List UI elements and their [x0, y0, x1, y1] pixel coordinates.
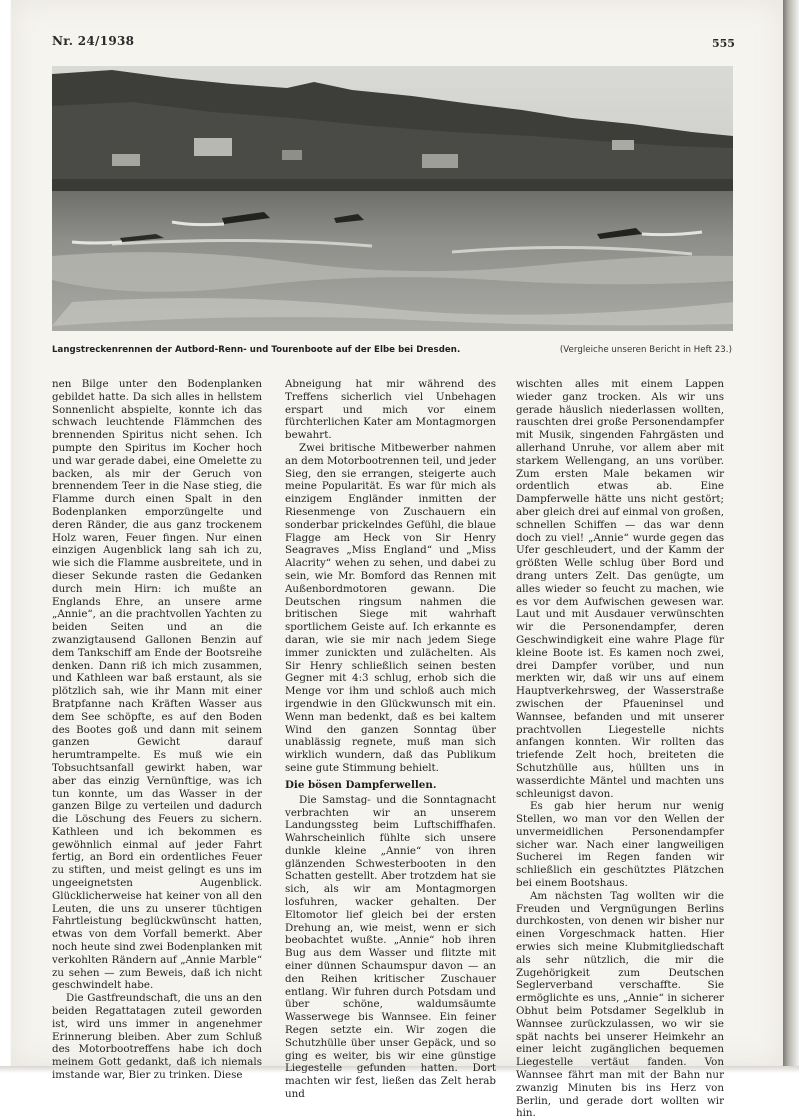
caption-text: Langstreckenrennen der Autbord-Renn- und Tourenboote auf der Elbe bei Dresden. — [52, 345, 461, 355]
paragraph: Die Gastfreundschaft, die uns an den beiden Regattatagen zuteil geworden ist, wird uns immer in angenehmer Erinnerung bleiben. Aber zum Schluß des Motorbootreffens habe ich doch meinem Gott gedankt, daß ich niemals imstande war, Bier zu trinken. Diese — [52, 992, 262, 1082]
page-number: 555 — [712, 37, 735, 50]
text-column-1 — [52, 378, 262, 1082]
text-column-3 — [516, 378, 724, 1120]
paragraph: Am nächsten Tag wollten wir die Freuden und Vergnügungen Berlins durchkosten, von denen wir bisher nur einen Vorgeschmack hatten. Hier erwies sich meine Klubmitgliedschaft als sehr nützlich, die mir die Zugehörigkeit zum Deutschen Seglerverband verschaffte. Sie ermöglichte es uns, „Annie“ in sicherer Obhut beim Potsdamer Segelklub in Wannsee zurückzulassen, wo wir sie spät nachts bei unserer Heimkehr an einer leicht zugänglichen bequemen Liegestelle vertäut fanden. Von Wannsee fährt man mit der Bahn nur zwanzig Minuten bis ins Herz von Berlin, und gerade dort wollten wir hin. — [516, 889, 724, 1120]
paragraph: Die Samstag- und die Sonntagnacht verbrachten wir an unserem Landungssteg beim Luftschiffhafen. Wahrscheinlich fühlte sich unsere dunkle kleine „Annie“ von ihren glänzenden Schwesterbooten in den Schatten gestellt. Aber trotzdem hat sie sich, als wir am Montagmorgen losfuhren, wacker gehalten. Der Eltomotor lief gleich bei der ersten Drehung an, wie meist, wenn er sich beobachtet wußte. „Annie“ hob ihren Bug aus dem Wasser und flitzte mit einer dünnen Schaumspur davon — an den Reihen kritischer Zuschauer entlang. Wir fuhren durch Potsdam und über schöne, waldumsäumte Wasserwege bis Wannsee. Ein feiner Regen setzte ein. Wir zogen die Schutzhülle über unser Gepäck, und so ging es weiter, bis wir eine günstige Liegestelle gefunden hatten. Dort machten wir fest, ließen das Zelt herab und — [285, 793, 496, 1101]
photo-caption — [52, 345, 736, 355]
caption-reference: (Vergleiche unseren Bericht in Heft 23.) — [559, 345, 732, 355]
page-binding-edge — [783, 0, 799, 1073]
paragraph: Abneigung hat mir während des Treffens sicherlich viel Unbehagen erspart und mich vor einem fürchterlichen Kater am Montagmorgen bewahrt. — [285, 378, 496, 442]
issue-number: Nr. 24/1938 — [52, 34, 135, 48]
section-heading: Die bösen Dampferwellen. — [285, 778, 437, 791]
paragraph: wischten alles mit einem Lappen wieder ganz trocken. Als wir uns gerade häuslich niederlassen wollten, rauschten drei große Personendampfer mit Musik, singenden Fahrgästen und allerhand Unruhe, vor allem aber mit starkem Wellengang, an uns vorüber. Zum ersten Male bekamen wir ordentlich etwas ab. Eine Dampferwelle hätte uns nicht gestört; aber gleich drei auf einmal von großen, schnellen Schiffen — das war denn doch zu viel! „Annie“ wurde gegen das Ufer geschleudert, und der Kamm der größten Welle schlug über Bord und drang unters Zelt. Das genügte, um alles wieder so feucht zu machen, wie es vor dem Aufwischen gewesen war. Laut und mit Ausdauer verwünschten wir die Personendampfer, deren Geschwindigkeit eine wahre Plage für kleine Boote ist. Es kamen noch zwei, drei Dampfer vorüber, und nun merkten wir, daß wir uns auf einem Hauptverkehrsweg, der Wasserstraße zwischen der Pfaueninsel und Wannsee, befanden und mit unserer prachtvollen Liegestelle nichts anfangen konnten. Wir rollten das triefende Zelt hoch, breiteten die Schutzhülle aus, hüllten uns in wasserdichte Mäntel und machten uns schleunigst davon. — [516, 378, 724, 800]
photo-image — [52, 66, 733, 331]
paragraph: Es gab hier herum nur wenig Stellen, wo man vor den Wellen der unvermeidlichen Personendampfer sicher war. Nach einer langweiligen Sucherei im Regen fanden wir schließlich ein geschütztes Plätzchen bei einem Bootshaus. — [516, 800, 724, 890]
photo-illustration — [52, 66, 733, 331]
paragraph: nen Bilge unter den Bodenplanken gebildet hatte. Da sich alles in hellstem Sonnenlicht abspielte, konnte ich das schwach leuchtende Flämmchen des brennenden Spiritus nicht sehen. Ich pumpte den Spiritus im Kocher hoch und war gerade dabei, eine Omelette zu backen, als mir der Geruch von brennendem Teer in die Nase stieg, die Flamme durch einen Spalt in den Bodenplanken emporzüngelte und deren Ränder, die aus ganz trockenem Holz waren, Feuer fingen. Nur einen einzigen Augenblick lang sah ich zu, wie sich die Flamme ausbreitete, und in dieser Sekunde rasten die Gedanken durch mein Hirn: ich mußte an Englands Ehre, an unsere arme „Annie“, an die prachtvollen Yachten zu beiden Seiten und an die zwanzigtausend Gallonen Benzin auf dem Tankschiff am Ende der Bootsreihe denken. Dann riß ich mich zusammen, und Kathleen war baß erstaunt, als sie plötzlich sah, wie ihr Mann mit einer Bratpfanne nach Kräften Wasser aus dem See schöpfte, es auf den Boden des Bootes goß und dann mit seinem ganzen Gewicht darauf herumtrampelte. Es muß wie ein Tobsuchtsanfall gewirkt haben, war aber das einzig Vernünftige, was ich tun konnte, um das Wasser in der ganzen Bilge zu verteilen und dadurch die Löschung des Feuers zu sichern. Kathleen und ich bekommen es gewöhnlich einmal auf jeder Fahrt fertig, an Bord ein ordentliches Feuer zu stiften, und meist gelingt es uns im ungeeignetsten Augenblick. Glücklicherweise hat keiner von all den Leuten, die uns zu unserer tüchtigen Fahrtleistung beglückwünscht hatten, etwas von dem Vorfall bemerkt. Aber noch heute sind zwei Bodenplanken mit verkohlten Rändern auf „Annie Marble“ zu sehen — zum Beweis, daß ich nicht geschwindelt habe. — [52, 378, 263, 992]
paragraph: Zwei britische Mitbewerber nahmen an dem Motorbootrennen teil, und jeder Sieg, den sie errangen, steigerte auch meine Popularität. Es war für mich als einzigem Engländer inmitten der Riesenmenge von Zuschauern ein sonderbar prickelndes Gefühl, die blaue Flagge am Heck von Sir Henry Seagraves „Miss England“ und „Miss Alacrity“ wehen zu sehen, und dabei zu sein, wie Mr. Bomford das Rennen mit Außenbordmotoren gewann. Die Deutschen ringsum nahmen die britischen Siege mit wahrhaft sportlichem Geiste auf. Ich erkannte es daran, wie sie mir nach jedem Siege immer zunickten und zulächelten. Als Sir Henry schließlich seinen besten Gegner mit 4:3 schlug, erhob sich die Menge vor ihm und schloß auch mich irgendwie in den Glückwunsch mit ein. Wenn man bedenkt, daß es bei kaltem Wind den ganzen Sonntag über unablässig regnete, muß man sich wirklich wundern, daß das Publikum seine gute Stimmung behielt. — [285, 441, 496, 774]
text-column-2 — [285, 378, 496, 1101]
